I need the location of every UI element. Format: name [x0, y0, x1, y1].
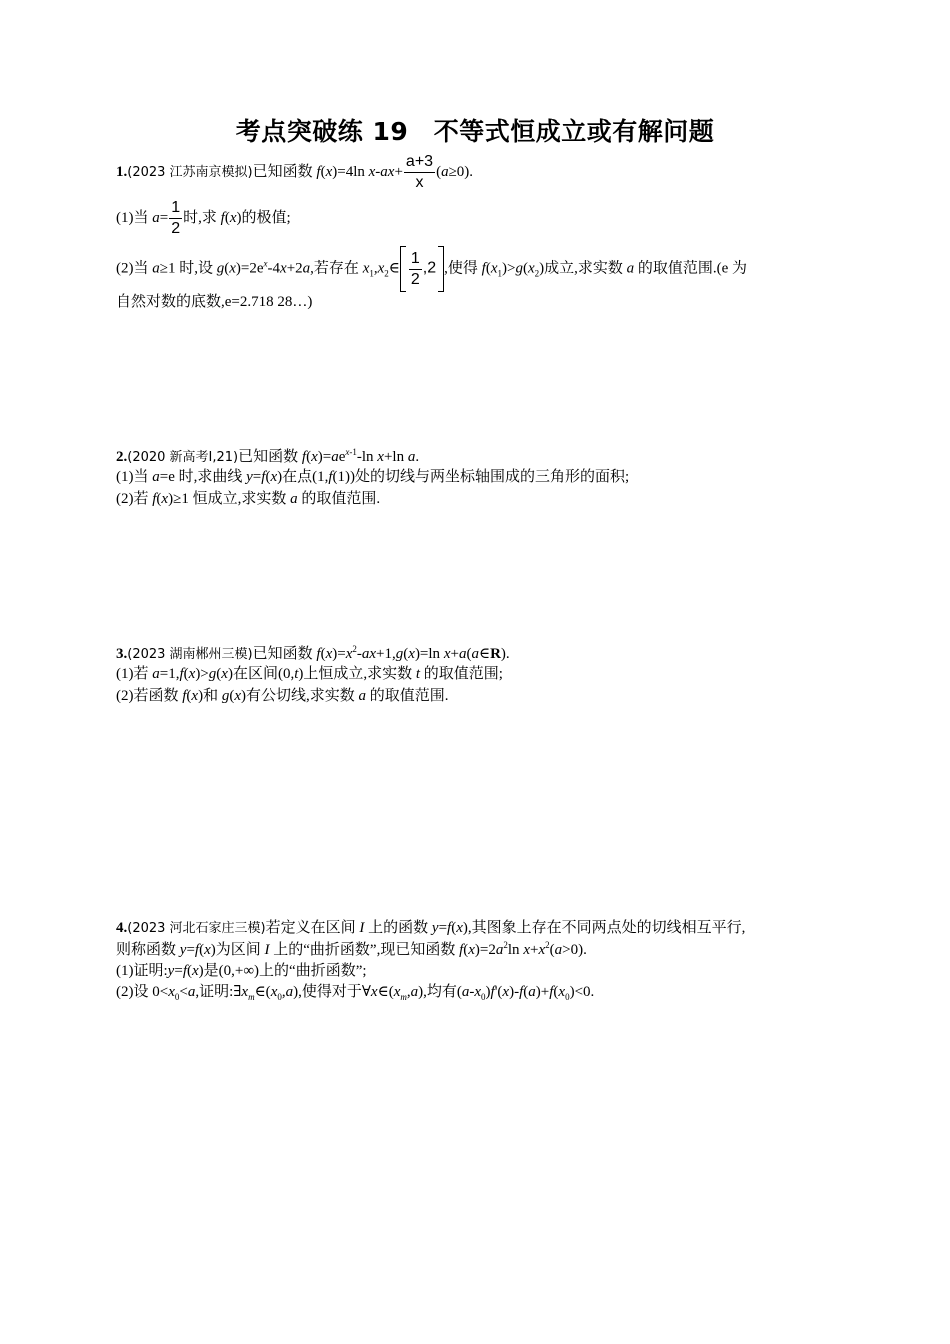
- problem-source: (2023 湖南郴州三模): [127, 647, 253, 662]
- problem-1-stem: 1.(2023 江苏南京模拟)已知函数 f(x)=4ln x-ax+ $\frac{a+3}{x}$ (a≥0).: [116, 153, 474, 191]
- page-title: 考点突破练 19 不等式恒成立或有解问题: [235, 117, 715, 146]
- problem-2-stem: 2.(2020 新高考Ⅰ,21)已知函数 $f(x)=ae^{x-1}-\ln$ x+ln a.: [116, 447, 420, 465]
- problem-number: 1: [116, 163, 124, 180]
- problem-3-part-1: (1)若 a=1,f(x)>g(x)在区间(0,t)上恒成立,求实数 t 的取值范围;: [116, 666, 503, 682]
- problem-source: (2020 新高考Ⅰ,21): [127, 450, 239, 465]
- problem-source: (2023 河北石家庄三模): [127, 921, 266, 936]
- fraction: $\frac{1}{2}$: [171, 199, 181, 237]
- problem-2-part-1: (1)当 a=e 时,求曲线 y=f(x)在点(1,f(1))处的切线与两坐标轴围成的三角形的面积;: [116, 469, 630, 485]
- problem-4-stem-cont: 则称函数 y=f(x)为区间 I 上的“曲折函数”,现已知函数 $f(x)=2a^2\ln$ $x+x^2(a>0)$.: [116, 940, 587, 958]
- problem-number: 2: [116, 449, 124, 465]
- problem-3-part-2: (2)若函数 f(x)和 g(x)有公切线,求实数 a 的取值范围.: [116, 688, 449, 704]
- problem-1-part-1: (1)当 a= $\frac{1}{2}$ 时,求 f(x)的极值;: [116, 199, 291, 237]
- problem-source: (2023 江苏南京模拟): [127, 164, 253, 180]
- fraction: $\frac{1}{2}$: [410, 249, 420, 288]
- problem-4-stem: 4.(2023 河北石家庄三模)若定义在区间 I 上的函数 y=f(x),其图象上存在不同两点处的切线相互平行,: [116, 920, 746, 936]
- problem-3-stem: 3.(2023 湖南郴州三模)已知函数 $f(x)=x^2-ax+1,g(x)=\ln$ x+a(a∈R).: [116, 644, 510, 662]
- problem-number: 3: [116, 646, 124, 662]
- problem-number: 4: [116, 920, 124, 936]
- problem-4-part-1: (1)证明:y=f(x)是(0,+∞)上的“曲折函数”;: [116, 963, 367, 979]
- problem-4-part-2: (2)设 $0<x_0<a$,证明$:\exists x_m\in(x_0,a)$,使得对于$\forall x\in(x_m,a)$,均有$(a-x_0)f'(x)-f(a)+f(x_0)<0$.: [116, 984, 595, 1002]
- fraction: $\frac{a+3}{x}$: [405, 153, 434, 191]
- problem-1-part-2: (2)当 a≥1 时,设 $g(x)=2e^x-4x+2a$,若存在 $x_1,x_2\in$ $\frac{1}{2}$ ,2 ,使得 $f(x_1)>g(x_2)$成立,求实数 a 的取值范围.(e 为: [116, 246, 747, 292]
- problem-1-part-2-cont: 自然对数的底数,e=2.718 28…): [116, 294, 313, 310]
- problem-2-part-2: (2)若 f(x)≥1 恒成立,求实数 a 的取值范围.: [116, 491, 381, 507]
